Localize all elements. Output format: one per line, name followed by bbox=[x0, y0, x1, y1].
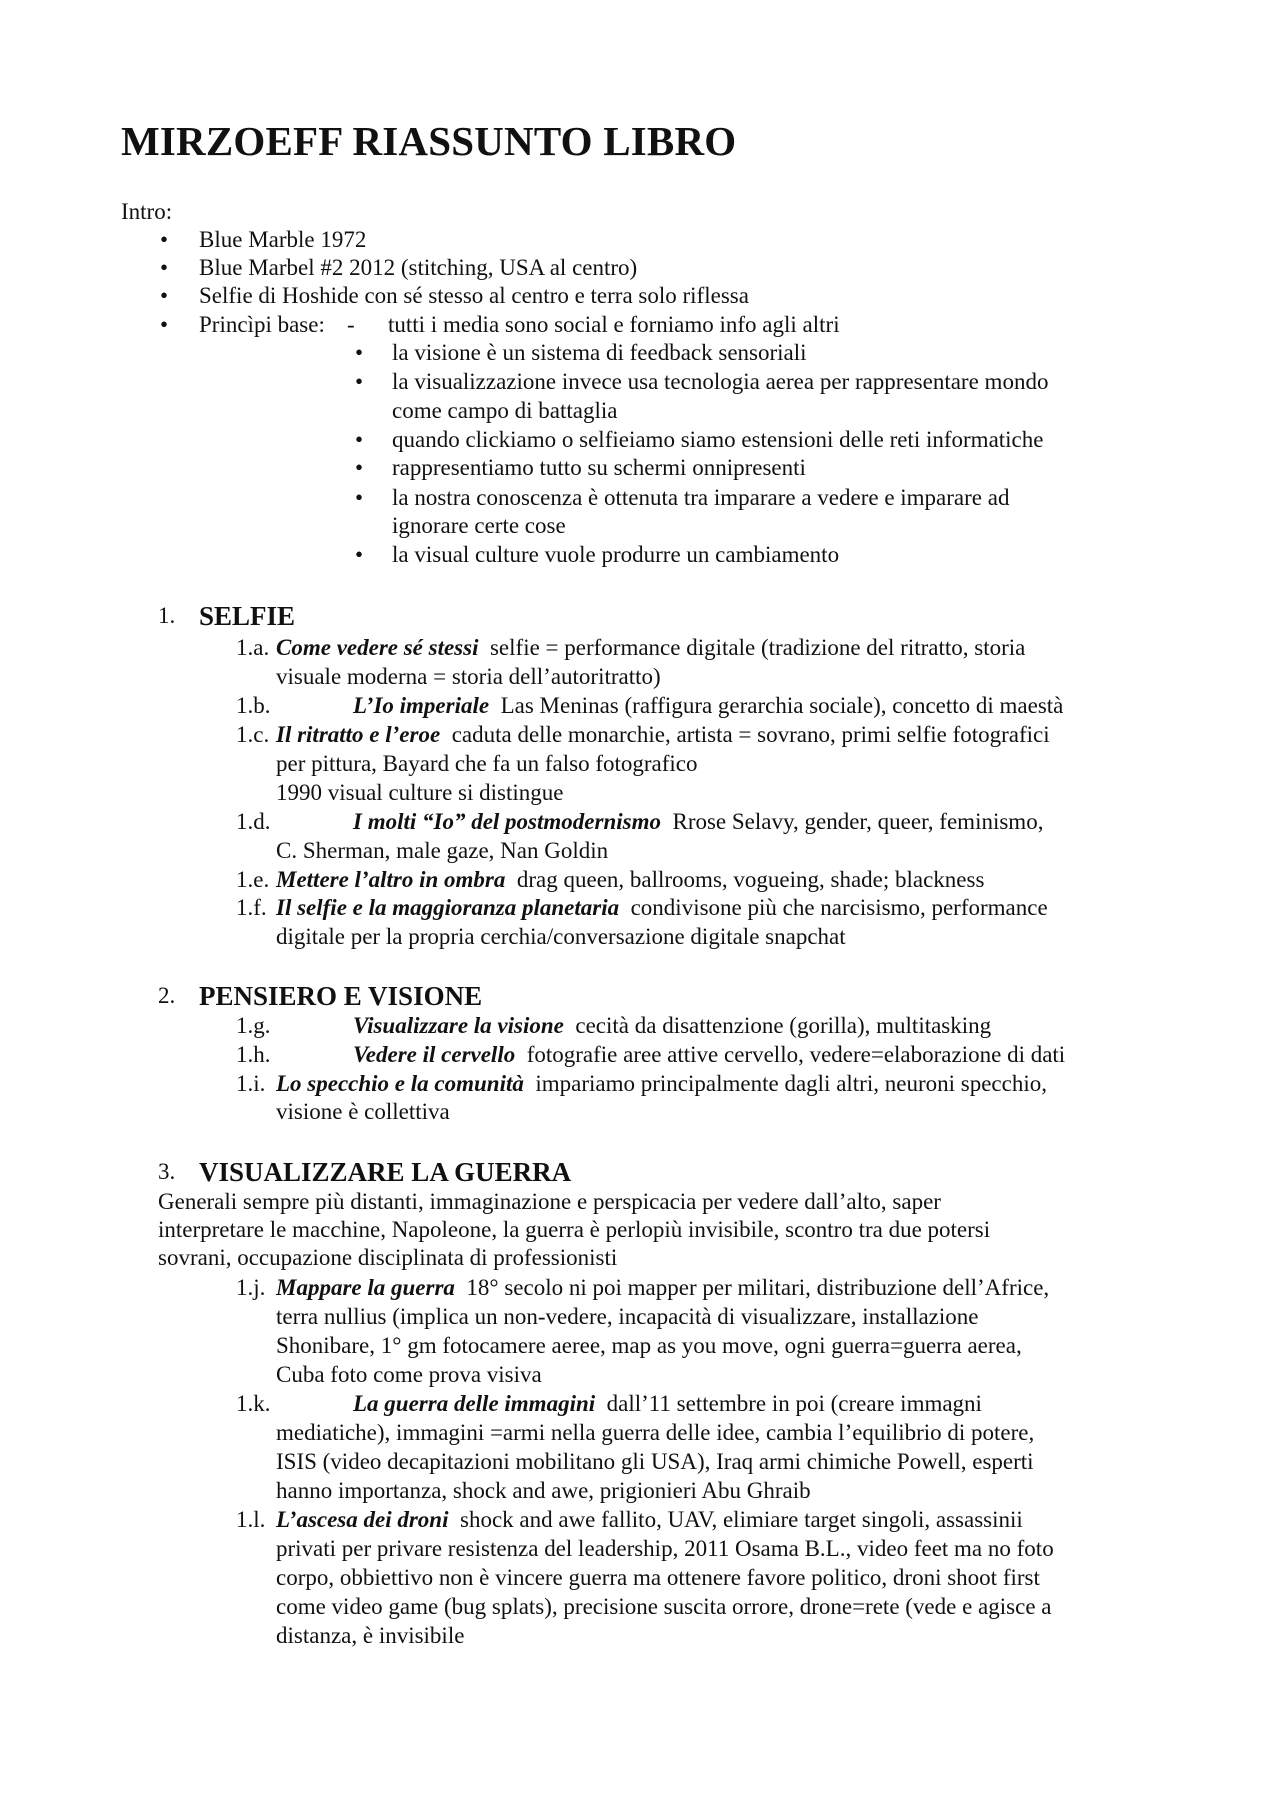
intro-label: Intro: bbox=[121, 199, 173, 224]
bullet-icon: • bbox=[160, 227, 169, 252]
principle-dash: - bbox=[347, 312, 355, 337]
section-heading: VISUALIZZARE LA GUERRA bbox=[199, 1157, 572, 1187]
section-heading: PENSIERO E VISIONE bbox=[199, 981, 483, 1011]
intro-bullet-1: Blue Marble 1972 bbox=[199, 227, 367, 252]
principle-line: la nostra conoscenza è ottenuta tra imparare a vedere e imparare ad bbox=[392, 485, 1010, 510]
item-title: Il ritratto e l’eroe bbox=[276, 722, 441, 747]
section-number: 1. bbox=[158, 603, 176, 628]
item-line: hanno importanza, shock and awe, prigionieri Abu Ghraib bbox=[276, 1478, 811, 1503]
item-line bbox=[353, 808, 1043, 836]
item-label: 1.k. bbox=[236, 1391, 271, 1416]
item-title: Come vedere sé stessi bbox=[276, 635, 479, 660]
principle-line: la visione è un sistema di feedback sensoriali bbox=[392, 340, 807, 365]
item-line: corpo, obbiettivo non è vincere guerra ma ottenere favore politico, droni shoot first bbox=[276, 1565, 1040, 1590]
principle-line: rappresentiamo tutto su schermi onnipresenti bbox=[392, 455, 806, 480]
item-label: 1.e. bbox=[236, 867, 270, 892]
principle-line: quando clickiamo o selfieiamo siamo estensioni delle reti informatiche bbox=[392, 427, 1044, 452]
item-text: selfie = performance digitale (tradizione del ritratto, storia bbox=[489, 635, 1026, 660]
bullet-icon: • bbox=[160, 312, 169, 337]
item-text: cecità da disattenzione (gorilla), multitasking bbox=[575, 1013, 992, 1038]
item-line: 1990 visual culture si distingue bbox=[276, 780, 564, 805]
item-text: 18° secolo ni poi mapper per militari, distribuzione dell’Africe, bbox=[466, 1275, 1050, 1300]
bullet-icon: • bbox=[355, 485, 364, 510]
intro-bullet-2: Blue Marbel #2 2012 (stitching, USA al centro) bbox=[199, 255, 638, 280]
item-label: 1.i. bbox=[236, 1071, 266, 1096]
bullet-icon: • bbox=[160, 255, 169, 280]
item-line bbox=[276, 634, 1025, 662]
item-text: Las Meninas (raffigura gerarchia sociale), concetto di maestà bbox=[500, 693, 1064, 718]
item-title: L’Io imperiale bbox=[353, 693, 490, 718]
principle-line: come campo di battaglia bbox=[392, 398, 618, 423]
item-line: Shonibare, 1° gm fotocamere aeree, map as you move, ogni guerra=guerra aerea, bbox=[276, 1333, 1022, 1358]
item-text: Rrose Selavy, gender, queer, feminismo, bbox=[672, 809, 1044, 834]
item-text: condivisone più che narcisismo, performance bbox=[630, 895, 1048, 920]
item-line bbox=[276, 1506, 1023, 1534]
bullet-icon: • bbox=[355, 427, 364, 452]
item-line bbox=[353, 692, 1063, 720]
item-text: fotografie aree attive cervello, vedere=elaborazione di dati bbox=[526, 1042, 1066, 1067]
item-line bbox=[276, 866, 984, 894]
item-label: 1.b. bbox=[236, 693, 271, 718]
bullet-icon: • bbox=[355, 369, 364, 394]
section-intro-line: interpretare le macchine, Napoleone, la guerra è perlopiù invisibile, scontro tra due potersi bbox=[158, 1217, 991, 1242]
principle-first: tutti i media sono social e forniamo info agli altri bbox=[388, 312, 840, 337]
item-label: 1.f. bbox=[236, 895, 267, 920]
item-line bbox=[276, 1070, 1047, 1098]
item-title: I molti “Io” del postmodernismo bbox=[353, 809, 661, 834]
item-line: privati per privare resistenza del leadership, 2011 Osama B.L., video feet ma no foto bbox=[276, 1536, 1054, 1561]
item-line bbox=[276, 721, 1050, 749]
item-line: visuale moderna = storia dell’autoritratto) bbox=[276, 664, 661, 689]
bullet-icon: • bbox=[160, 283, 169, 308]
item-label: 1.j. bbox=[236, 1275, 266, 1300]
item-title: Mettere l’altro in ombra bbox=[276, 867, 506, 892]
item-text: dall’11 settembre in poi (creare immagni bbox=[606, 1391, 982, 1416]
item-line: per pittura, Bayard che fa un falso fotografico bbox=[276, 751, 698, 776]
bullet-icon: • bbox=[355, 340, 364, 365]
section-intro-line: sovrani, occupazione disciplinata di professionisti bbox=[158, 1245, 618, 1270]
item-label: 1.l. bbox=[236, 1507, 266, 1532]
item-line: C. Sherman, male gaze, Nan Goldin bbox=[276, 838, 609, 863]
section-intro-line: Generali sempre più distanti, immaginazione e perspicacia per vedere dall’alto, saper bbox=[158, 1189, 941, 1214]
item-line: terra nullius (implica un non-vedere, incapacità di visualizzare, installazione bbox=[276, 1304, 979, 1329]
item-label: 1.a. bbox=[236, 635, 270, 660]
item-line: mediatiche), immagini =armi nella guerra delle idee, cambia l’equilibrio di potere, bbox=[276, 1420, 1035, 1445]
item-label: 1.g. bbox=[236, 1013, 271, 1038]
item-text: drag queen, ballrooms, vogueing, shade; blackness bbox=[516, 867, 985, 892]
item-line bbox=[276, 1274, 1049, 1302]
item-line: distanza, è invisibile bbox=[276, 1623, 465, 1648]
item-line bbox=[353, 1012, 991, 1040]
document-title: MIRZOEFF RIASSUNTO LIBRO bbox=[121, 118, 737, 164]
principle-line: la visual culture vuole produrre un cambiamento bbox=[392, 542, 840, 567]
bullet-icon: • bbox=[355, 542, 364, 567]
item-label: 1.c. bbox=[236, 722, 270, 747]
item-title: Mappare la guerra bbox=[276, 1275, 455, 1300]
item-title: Il selfie e la maggioranza planetaria bbox=[276, 895, 620, 920]
item-line: digitale per la propria cerchia/conversazione digitale snapchat bbox=[276, 924, 846, 949]
item-line bbox=[353, 1390, 982, 1418]
intro-bullet-3: Selfie di Hoshide con sé stesso al centro e terra solo riflessa bbox=[199, 283, 749, 308]
section-heading: SELFIE bbox=[199, 601, 296, 631]
item-label: 1.d. bbox=[236, 809, 271, 834]
principle-line: la visualizzazione invece usa tecnologia aerea per rappresentare mondo bbox=[392, 369, 1049, 394]
item-title: La guerra delle immagini bbox=[353, 1391, 596, 1416]
item-text: caduta delle monarchie, artista = sovrano, primi selfie fotografici bbox=[451, 722, 1050, 747]
item-line: Cuba foto come prova visiva bbox=[276, 1362, 542, 1387]
principle-line: ignorare certe cose bbox=[392, 513, 566, 538]
item-title: Lo specchio e la comunità bbox=[276, 1071, 524, 1096]
item-line bbox=[276, 894, 1048, 922]
item-title: Vedere il cervello bbox=[353, 1042, 516, 1067]
item-title: L’ascesa dei droni bbox=[276, 1507, 449, 1532]
item-title: Visualizzare la visione bbox=[353, 1013, 564, 1038]
item-label: 1.h. bbox=[236, 1042, 271, 1067]
item-line: ISIS (video decapitazioni mobilitano gli USA), Iraq armi chimiche Powell, esperti bbox=[276, 1449, 1034, 1474]
bullet-icon: • bbox=[355, 455, 364, 480]
section-number: 2. bbox=[158, 983, 176, 1008]
item-line bbox=[353, 1041, 1065, 1069]
item-text: impariamo principalmente dagli altri, neuroni specchio, bbox=[535, 1071, 1047, 1096]
item-line: visione è collettiva bbox=[276, 1099, 450, 1124]
intro-bullet-4: Princìpi base: bbox=[199, 312, 325, 337]
item-text: shock and awe fallito, UAV, elimiare target singoli, assassinii bbox=[460, 1507, 1023, 1532]
item-line: come video game (bug splats), precisione suscita orrore, drone=rete (vede e agisce a bbox=[276, 1594, 1052, 1619]
section-number: 3. bbox=[158, 1159, 176, 1184]
